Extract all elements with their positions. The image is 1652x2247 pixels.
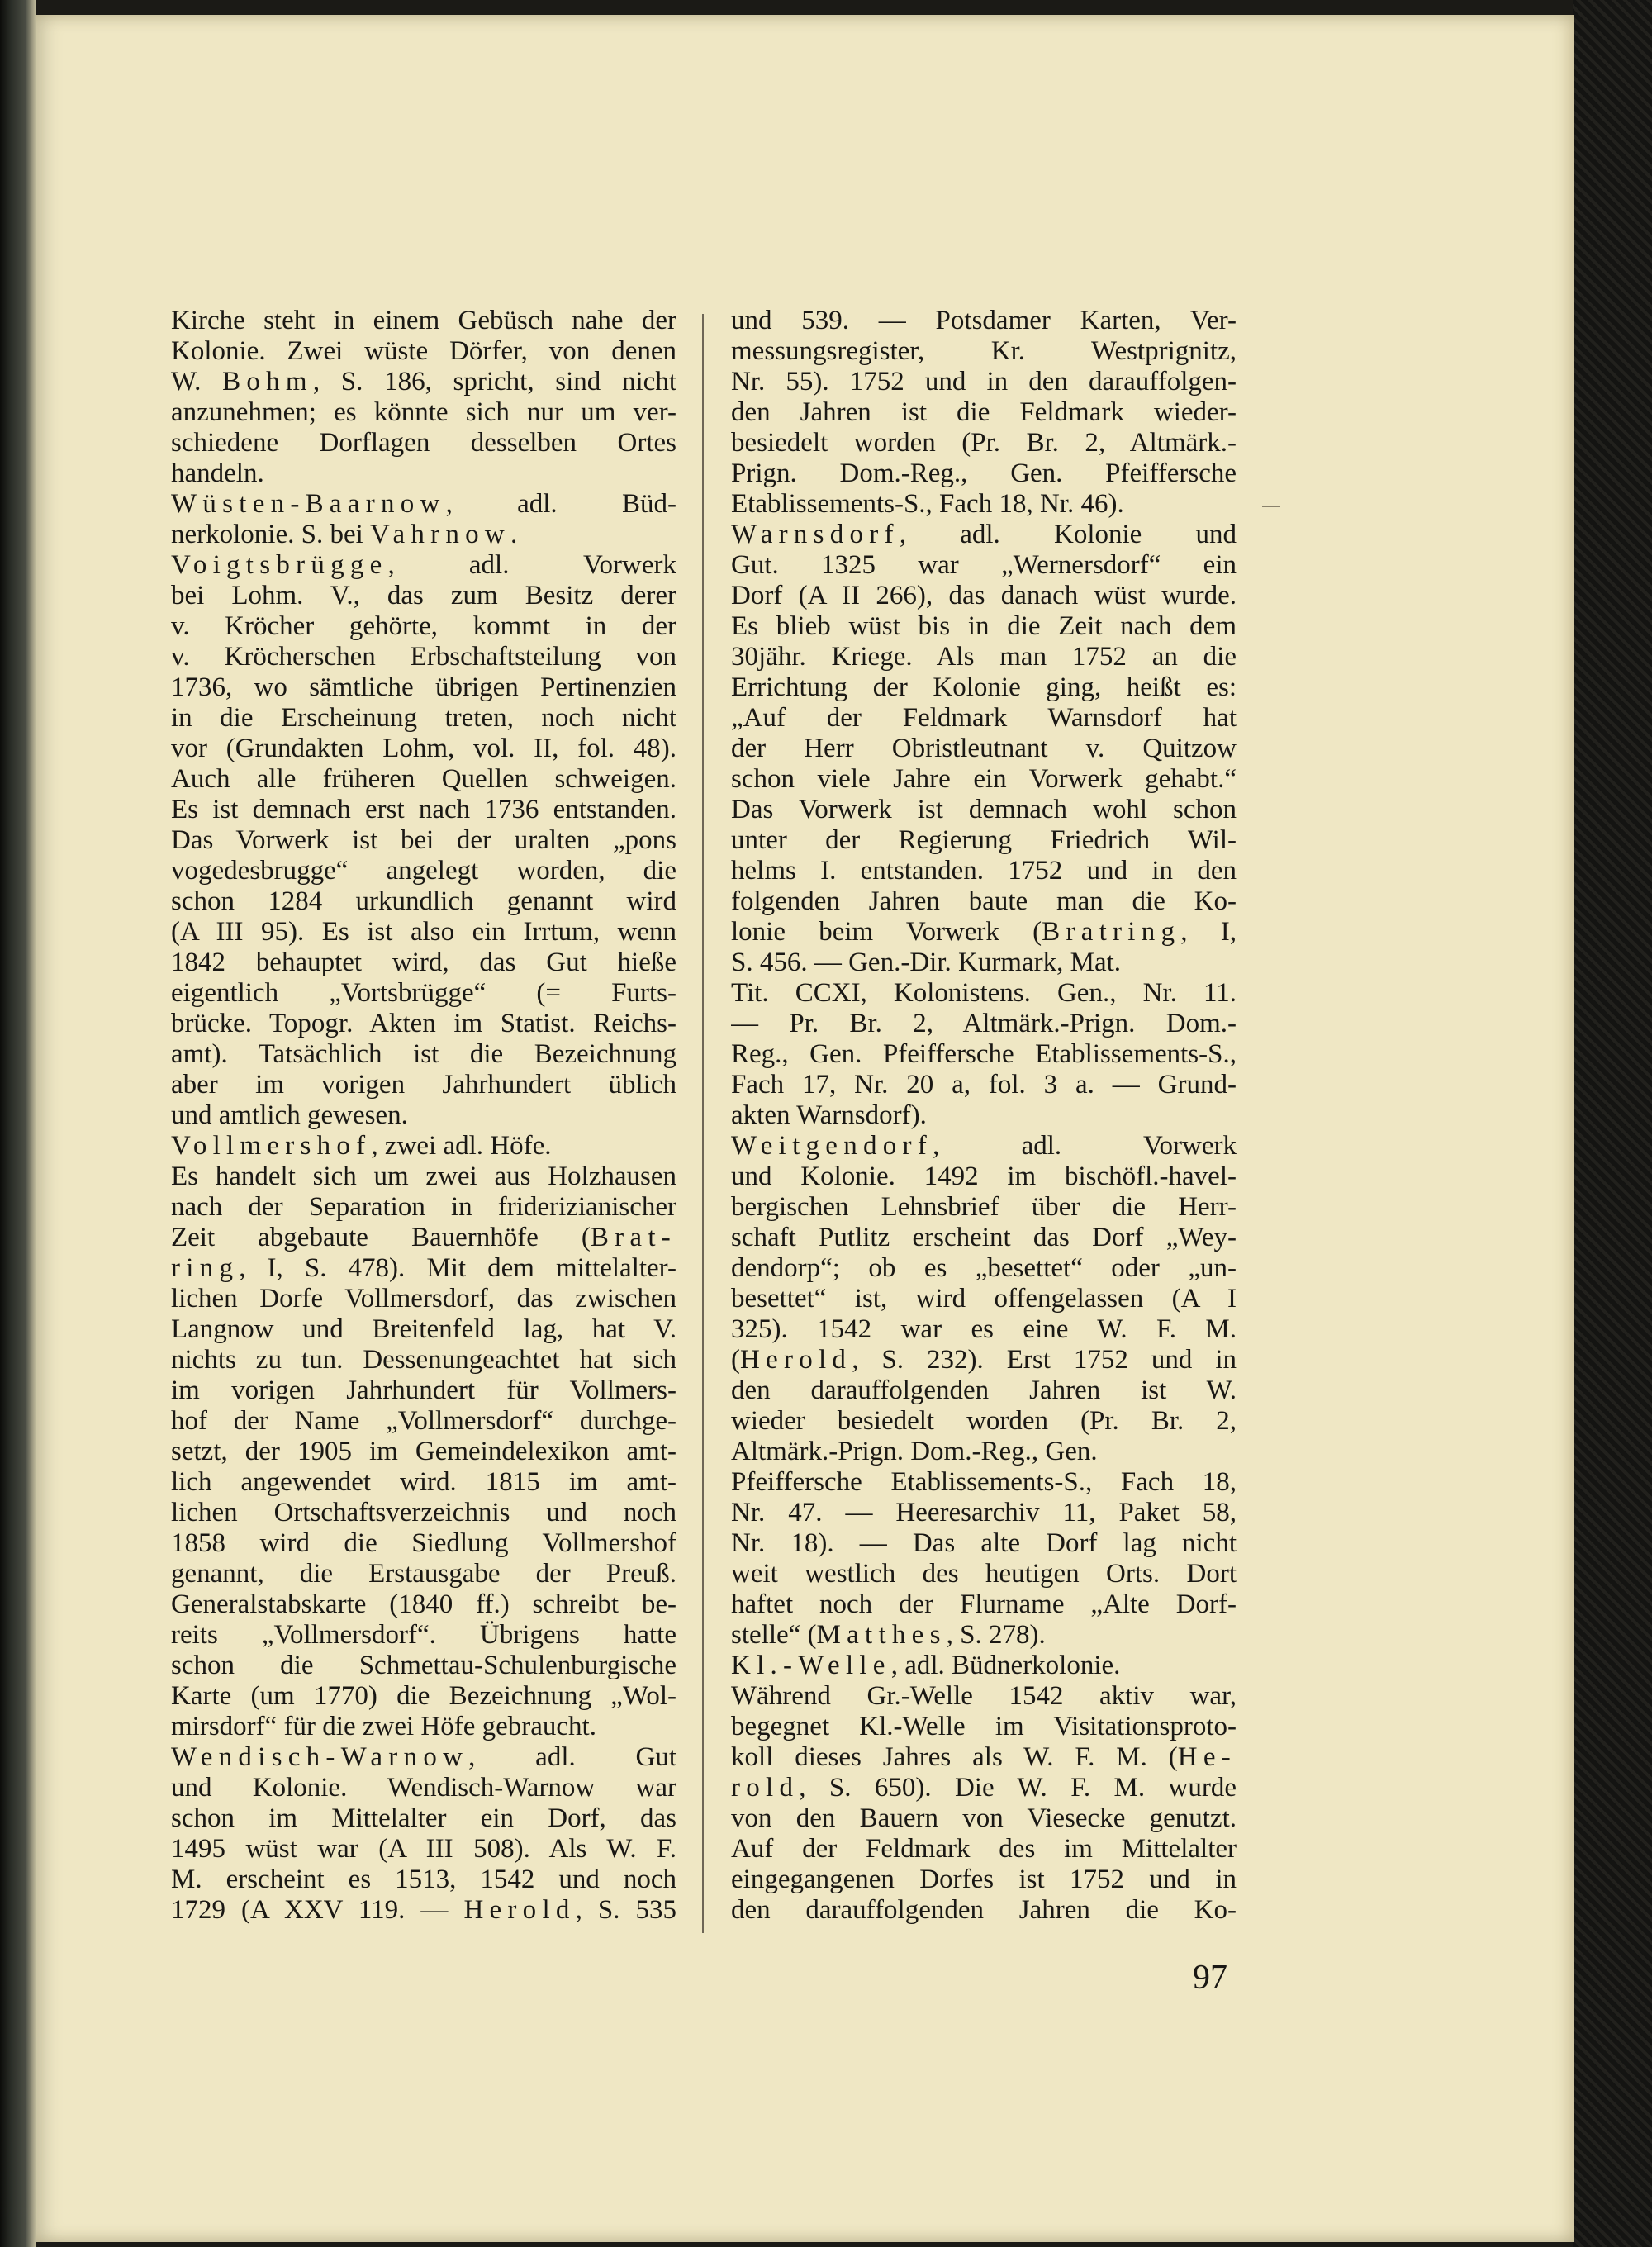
text-segment: genannt, die Erstausgabe der Preuß. bbox=[171, 1559, 676, 1589]
text-line bbox=[731, 734, 1237, 764]
spaced-name: Bratring bbox=[1042, 917, 1181, 947]
text-segment: Karte (um 1770) die Bezeichnung „Wol- bbox=[171, 1681, 676, 1711]
text-line bbox=[731, 336, 1237, 367]
text-segment: , S. 535 bbox=[575, 1895, 676, 1925]
text-line bbox=[171, 489, 676, 520]
text-line bbox=[171, 703, 676, 734]
text-line bbox=[731, 978, 1237, 1009]
text-line bbox=[731, 764, 1237, 795]
text-segment: 1858 wird die Siedlung Vollmershof bbox=[171, 1528, 676, 1558]
text-segment: Nr. 18). — Das alte Dorf lag nicht bbox=[731, 1528, 1237, 1558]
text-line bbox=[731, 1253, 1237, 1284]
spaced-name: Wüsten-Baarnow bbox=[171, 489, 446, 519]
text-line bbox=[171, 948, 676, 978]
text-line bbox=[171, 1742, 676, 1773]
spaced-name: Voigtsbrügge bbox=[171, 550, 388, 580]
text-segment: und Kolonie. Wendisch-Warnow war bbox=[171, 1773, 676, 1803]
text-segment: der Herr Obristleutnant v. Quitzow bbox=[731, 734, 1237, 763]
text-segment: 325). 1542 war es eine W. F. M. bbox=[731, 1314, 1237, 1344]
text-segment: Es ist demnach erst nach 1736 entstanden. bbox=[171, 795, 676, 824]
text-segment: und amtlich gewesen. bbox=[171, 1100, 408, 1130]
text-segment: Es handelt sich um zwei aus Holzhausen bbox=[171, 1162, 676, 1191]
spaced-name: Vahrnow bbox=[370, 520, 511, 549]
text-line bbox=[171, 917, 676, 948]
text-segment: M. erscheint es 1513, 1542 und noch bbox=[171, 1865, 676, 1894]
text-line bbox=[731, 1070, 1237, 1100]
text-segment: hof der Name „Vollmersdorf“ durchge- bbox=[171, 1406, 676, 1436]
text-segment: bergischen Lehnsbrief über die Herr- bbox=[731, 1192, 1237, 1222]
text-segment: W. bbox=[171, 367, 223, 397]
text-segment: , adl. Gut bbox=[468, 1742, 676, 1772]
text-segment: , S. 650). Die W. F. M. wurde bbox=[799, 1773, 1237, 1803]
text-segment: v. Kröcherschen Erbschaftsteilung von bbox=[171, 642, 676, 672]
text-segment: Kolonie. Zwei wüste Dörfer, von denen bbox=[171, 336, 676, 366]
text-line bbox=[731, 581, 1237, 611]
text-line bbox=[731, 611, 1237, 642]
text-segment: unter der Regierung Friedrich Wil- bbox=[731, 825, 1237, 855]
spaced-name: rold bbox=[731, 1773, 800, 1803]
text-line bbox=[731, 1712, 1237, 1742]
text-segment: anzunehmen; es könnte sich nur um ver- bbox=[171, 397, 676, 427]
text-segment: v. Kröcher gehörte, kommt in der bbox=[171, 611, 676, 641]
text-segment: weit westlich des heutigen Orts. Dort bbox=[731, 1559, 1237, 1589]
text-line bbox=[731, 1681, 1237, 1712]
text-segment: Auch alle früheren Quellen schweigen. bbox=[171, 764, 676, 794]
text-segment: im vorigen Jahrhundert für Vollmers- bbox=[171, 1375, 676, 1405]
text-line bbox=[731, 1223, 1237, 1253]
text-line bbox=[731, 1559, 1237, 1589]
text-segment: Während Gr.-Welle 1542 aktiv war, bbox=[731, 1681, 1237, 1711]
text-line bbox=[731, 1314, 1237, 1345]
text-segment: Generalstabskarte (1840 ff.) schreibt be- bbox=[171, 1589, 676, 1619]
text-line bbox=[171, 611, 676, 642]
spaced-name: Brat- bbox=[590, 1223, 676, 1252]
text-column-left bbox=[171, 306, 676, 1926]
text-segment: schaft Putlitz erscheint das Dorf „Wey- bbox=[731, 1223, 1237, 1252]
text-line bbox=[731, 1009, 1237, 1039]
text-line bbox=[731, 1742, 1237, 1773]
text-segment: , S. 186, spricht, sind nicht bbox=[312, 367, 676, 397]
text-segment: brücke. Topogr. Akten im Statist. Reichs- bbox=[171, 1009, 676, 1038]
text-segment: lich angewendet wird. 1815 im amt- bbox=[171, 1467, 676, 1497]
text-line bbox=[731, 1498, 1237, 1528]
text-segment: begegnet Kl.-Welle im Visitationsproto- bbox=[731, 1712, 1237, 1741]
text-line bbox=[731, 703, 1237, 734]
text-segment: , I, S. 478). Mit dem mittelalter- bbox=[239, 1253, 676, 1283]
text-segment: 1495 wüst war (A III 508). Als W. F. bbox=[171, 1834, 676, 1864]
text-segment: (A III 95). Es ist also ein Irrtum, wenn bbox=[171, 917, 676, 947]
text-segment: , adl. Büdnerkolonie. bbox=[890, 1651, 1121, 1680]
text-line bbox=[731, 795, 1237, 825]
text-segment: nichts zu tun. Dessenungeachtet hat sich bbox=[171, 1345, 676, 1375]
text-line bbox=[171, 825, 676, 856]
text-line bbox=[171, 1528, 676, 1559]
text-line bbox=[731, 306, 1237, 336]
text-line bbox=[171, 1559, 676, 1589]
text-segment: 1842 behauptet wird, das Gut hieße bbox=[171, 948, 676, 977]
text-line bbox=[171, 764, 676, 795]
text-line bbox=[171, 886, 676, 917]
text-line bbox=[171, 1773, 676, 1803]
text-segment: S. 456. — Gen.-Dir. Kurmark, Mat. bbox=[731, 948, 1122, 977]
text-line bbox=[731, 1192, 1237, 1223]
text-line bbox=[171, 306, 676, 336]
spaced-name: ring bbox=[171, 1253, 240, 1283]
text-segment: — Pr. Br. 2, Altmärk.-Prign. Dom.- bbox=[731, 1009, 1237, 1038]
text-line bbox=[731, 1345, 1237, 1375]
text-segment: Kirche steht in einem Gebüsch nahe der bbox=[171, 306, 676, 335]
text-segment: vogedesbrugge“ angelegt worden, die bbox=[171, 856, 676, 886]
spaced-name: Matthes bbox=[816, 1620, 947, 1650]
spaced-name: Kl.-Welle bbox=[731, 1651, 891, 1680]
text-segment: Dorf (A II 266), das danach wüst wurde. bbox=[731, 581, 1237, 610]
text-line bbox=[171, 642, 676, 672]
text-line bbox=[171, 458, 676, 489]
text-segment: Etablissements-S., Fach 18, Nr. 46). bbox=[731, 489, 1124, 519]
text-line bbox=[171, 856, 676, 886]
text-line bbox=[731, 856, 1237, 886]
text-segment: 1729 (A XXV 119. — bbox=[171, 1895, 464, 1925]
text-line bbox=[731, 1467, 1237, 1498]
text-segment: Errichtung der Kolonie ging, heißt es: bbox=[731, 672, 1237, 702]
text-segment: nach der Separation in friderizianischer bbox=[171, 1192, 676, 1222]
text-segment: „Auf der Feldmark Warnsdorf hat bbox=[731, 703, 1237, 733]
text-segment: wieder besiedelt worden (Pr. Br. 2, bbox=[731, 1406, 1237, 1436]
text-line bbox=[171, 336, 676, 367]
text-line bbox=[171, 1223, 676, 1253]
text-line bbox=[731, 642, 1237, 672]
text-segment: Das Vorwerk ist demnach wohl schon bbox=[731, 795, 1237, 824]
text-line bbox=[731, 825, 1237, 856]
text-segment: vor (Grundakten Lohm, vol. II, fol. 48). bbox=[171, 734, 676, 763]
text-line bbox=[731, 917, 1237, 948]
text-segment: 30jähr. Kriege. Als man 1752 an die bbox=[731, 642, 1237, 672]
text-segment: eigentlich „Vortsbrügge“ (= Furts- bbox=[171, 978, 676, 1008]
text-line bbox=[731, 1039, 1237, 1070]
text-segment: 1736, wo sämtliche übrigen Pertinenzien bbox=[171, 672, 676, 702]
spaced-name: Warnsdorf bbox=[731, 520, 900, 549]
text-line bbox=[731, 428, 1237, 458]
text-line bbox=[731, 489, 1237, 520]
text-segment: Zeit abgebaute Bauernhöfe ( bbox=[171, 1223, 591, 1252]
text-segment: , adl. Vorwerk bbox=[932, 1131, 1237, 1161]
text-segment: ( bbox=[731, 1345, 740, 1375]
text-segment: , zwei adl. Höfe. bbox=[371, 1131, 552, 1161]
text-segment: , adl. Büd- bbox=[445, 489, 676, 519]
spaced-name: He- bbox=[1177, 1742, 1237, 1772]
text-segment: Pfeiffersche Etablissements-S., Fach 18, bbox=[731, 1467, 1237, 1497]
text-line bbox=[171, 520, 676, 550]
text-line bbox=[171, 1834, 676, 1865]
text-line bbox=[171, 1467, 676, 1498]
text-segment: lichen Ortschaftsverzeichnis und noch bbox=[171, 1498, 676, 1527]
text-segment: Es blieb wüst bis in die Zeit nach dem bbox=[731, 611, 1237, 641]
text-segment: Tit. CCXI, Kolonistens. Gen., Nr. 11. bbox=[731, 978, 1237, 1008]
text-segment: dendorp“; ob es „besettet“ oder „un- bbox=[731, 1253, 1237, 1283]
text-segment: besettet“ ist, wird offengelassen (A I bbox=[731, 1284, 1237, 1314]
text-line bbox=[171, 1131, 676, 1162]
text-segment: schiedene Dorflagen desselben Ortes bbox=[171, 428, 676, 458]
text-segment: und Kolonie. 1492 im bischöfl.-havel- bbox=[731, 1162, 1237, 1191]
text-line bbox=[171, 1284, 676, 1314]
text-line bbox=[171, 1498, 676, 1528]
text-segment: stelle“ ( bbox=[731, 1620, 817, 1650]
text-segment: schon 1284 urkundlich genannt wird bbox=[171, 886, 676, 916]
text-segment: Nr. 55). 1752 und in den darauffolgen- bbox=[731, 367, 1237, 397]
text-segment: lichen Dorfe Vollmersdorf, das zwischen bbox=[171, 1284, 676, 1314]
text-segment: , adl. Vorwerk bbox=[387, 550, 676, 580]
text-line bbox=[171, 1651, 676, 1681]
text-line bbox=[171, 1895, 676, 1926]
text-segment: mirsdorf“ für die zwei Höfe gebraucht. bbox=[171, 1712, 596, 1741]
text-line bbox=[171, 1865, 676, 1895]
column-divider bbox=[702, 314, 704, 1933]
text-segment: von den Bauern von Viesecke genutzt. bbox=[731, 1803, 1237, 1833]
spaced-name: Herold bbox=[740, 1345, 852, 1375]
text-line bbox=[171, 1712, 676, 1742]
text-segment: amt). Tatsächlich ist die Bezeichnung bbox=[171, 1039, 676, 1069]
text-line bbox=[731, 1803, 1237, 1834]
text-segment: setzt, der 1905 im Gemeindelexikon amt- bbox=[171, 1437, 676, 1466]
text-line bbox=[171, 1009, 676, 1039]
text-line bbox=[171, 1589, 676, 1620]
text-segment: nerkolonie. S. bei bbox=[171, 520, 371, 549]
text-line bbox=[171, 1681, 676, 1712]
text-line bbox=[731, 520, 1237, 550]
text-segment: Gut. 1325 war „Wernersdorf“ ein bbox=[731, 550, 1237, 580]
text-line bbox=[731, 1284, 1237, 1314]
text-segment: , I, bbox=[1180, 917, 1237, 947]
text-segment: Langnow und Breitenfeld lag, hat V. bbox=[171, 1314, 676, 1344]
margin-mark bbox=[1262, 506, 1280, 507]
text-segment: Fach 17, Nr. 20 a, fol. 3 a. — Grund- bbox=[731, 1070, 1237, 1100]
text-line bbox=[171, 397, 676, 428]
text-line bbox=[731, 1834, 1237, 1865]
text-line bbox=[171, 978, 676, 1009]
text-segment: Auf der Feldmark des im Mittelalter bbox=[731, 1834, 1237, 1864]
text-segment: akten Warnsdorf). bbox=[731, 1100, 927, 1130]
text-line bbox=[171, 1192, 676, 1223]
spaced-name: Vollmershof bbox=[171, 1131, 372, 1161]
text-line bbox=[731, 672, 1237, 703]
text-segment: Altmärk.-Prign. Dom.-Reg., Gen. bbox=[731, 1437, 1098, 1466]
text-segment: schon im Mittelalter ein Dorf, das bbox=[171, 1803, 676, 1833]
text-segment: haftet noch der Flurname „Alte Dorf- bbox=[731, 1589, 1237, 1619]
text-line bbox=[171, 672, 676, 703]
text-segment: eingegangenen Dorfes ist 1752 und in bbox=[731, 1865, 1237, 1894]
text-line bbox=[171, 1803, 676, 1834]
text-line bbox=[731, 1406, 1237, 1437]
text-segment: Prign. Dom.-Reg., Gen. Pfeiffersche bbox=[731, 458, 1237, 488]
text-line bbox=[171, 1100, 676, 1131]
text-segment: den Jahren ist die Feldmark wieder- bbox=[731, 397, 1237, 427]
text-line bbox=[171, 1437, 676, 1467]
book-cover-edge bbox=[1573, 0, 1652, 2247]
text-line bbox=[731, 1651, 1237, 1681]
text-line bbox=[731, 1528, 1237, 1559]
text-segment: den darauffolgenden Jahren ist W. bbox=[731, 1375, 1237, 1405]
text-segment: messungsregister, Kr. Westprignitz, bbox=[731, 336, 1237, 366]
text-segment: . bbox=[510, 520, 518, 549]
text-segment: und 539. — Potsdamer Karten, Ver- bbox=[731, 306, 1237, 335]
text-line bbox=[731, 1773, 1237, 1803]
text-line bbox=[731, 1131, 1237, 1162]
text-line bbox=[731, 550, 1237, 581]
text-line bbox=[731, 1895, 1237, 1926]
text-segment: Das Vorwerk ist bei der uralten „pons bbox=[171, 825, 676, 855]
text-line bbox=[731, 948, 1237, 978]
text-line bbox=[171, 734, 676, 764]
text-line bbox=[171, 1253, 676, 1284]
text-segment: in die Erscheinung treten, noch nicht bbox=[171, 703, 676, 733]
text-line bbox=[171, 367, 676, 397]
text-line bbox=[731, 1162, 1237, 1192]
text-segment: , S. 278). bbox=[946, 1620, 1046, 1650]
book-binding-edge bbox=[0, 0, 36, 2247]
text-segment: lonie beim Vorwerk ( bbox=[731, 917, 1042, 947]
text-line bbox=[731, 367, 1237, 397]
text-segment: schon die Schmettau-Schulenburgische bbox=[171, 1651, 676, 1680]
text-segment: reits „Vollmersdorf“. Übrigens hatte bbox=[171, 1620, 676, 1650]
book-page bbox=[36, 15, 1574, 2242]
spaced-name: Weitgendorf bbox=[731, 1131, 933, 1161]
text-segment: handeln. bbox=[171, 458, 264, 488]
text-segment: koll dieses Jahres als W. F. M. ( bbox=[731, 1742, 1178, 1772]
text-line bbox=[171, 1314, 676, 1345]
spaced-name: Wendisch-Warnow bbox=[171, 1742, 469, 1772]
text-segment: , S. 232). Erst 1752 und in bbox=[852, 1345, 1237, 1375]
text-segment: Nr. 47. — Heeresarchiv 11, Paket 58, bbox=[731, 1498, 1237, 1527]
text-segment: besiedelt worden (Pr. Br. 2, Altmärk.- bbox=[731, 428, 1237, 458]
text-line bbox=[731, 1865, 1237, 1895]
text-segment: bei Lohm. V., das zum Besitz derer bbox=[171, 581, 676, 610]
text-segment: , adl. Kolonie und bbox=[899, 520, 1237, 549]
text-line bbox=[731, 1375, 1237, 1406]
text-line bbox=[731, 397, 1237, 428]
text-line bbox=[171, 1345, 676, 1375]
text-line bbox=[171, 795, 676, 825]
text-line bbox=[171, 1406, 676, 1437]
text-segment: aber im vorigen Jahrhundert üblich bbox=[171, 1070, 676, 1100]
text-line bbox=[731, 1100, 1237, 1131]
text-line bbox=[171, 1375, 676, 1406]
text-line bbox=[731, 1620, 1237, 1651]
text-segment: folgenden Jahren baute man die Ko- bbox=[731, 886, 1237, 916]
text-segment: Reg., Gen. Pfeiffersche Etablissements-S., bbox=[731, 1039, 1237, 1069]
text-line bbox=[731, 1437, 1237, 1467]
spaced-name: Herold bbox=[463, 1895, 576, 1925]
text-line bbox=[731, 886, 1237, 917]
text-segment: helms I. entstanden. 1752 und in den bbox=[731, 856, 1237, 886]
text-segment: schon viele Jahre ein Vorwerk gehabt.“ bbox=[731, 764, 1237, 794]
text-column-right bbox=[731, 306, 1237, 1926]
text-line bbox=[171, 428, 676, 458]
text-line bbox=[731, 1589, 1237, 1620]
text-line bbox=[731, 458, 1237, 489]
text-line bbox=[171, 1162, 676, 1192]
page-number: 97 bbox=[1193, 1959, 1227, 1997]
text-line bbox=[171, 1620, 676, 1651]
text-segment: den darauffolgenden Jahren die Ko- bbox=[731, 1895, 1237, 1925]
text-line bbox=[171, 550, 676, 581]
text-line bbox=[171, 1070, 676, 1100]
text-line bbox=[171, 581, 676, 611]
text-line bbox=[171, 1039, 676, 1070]
spaced-name: Bohm bbox=[222, 367, 313, 397]
